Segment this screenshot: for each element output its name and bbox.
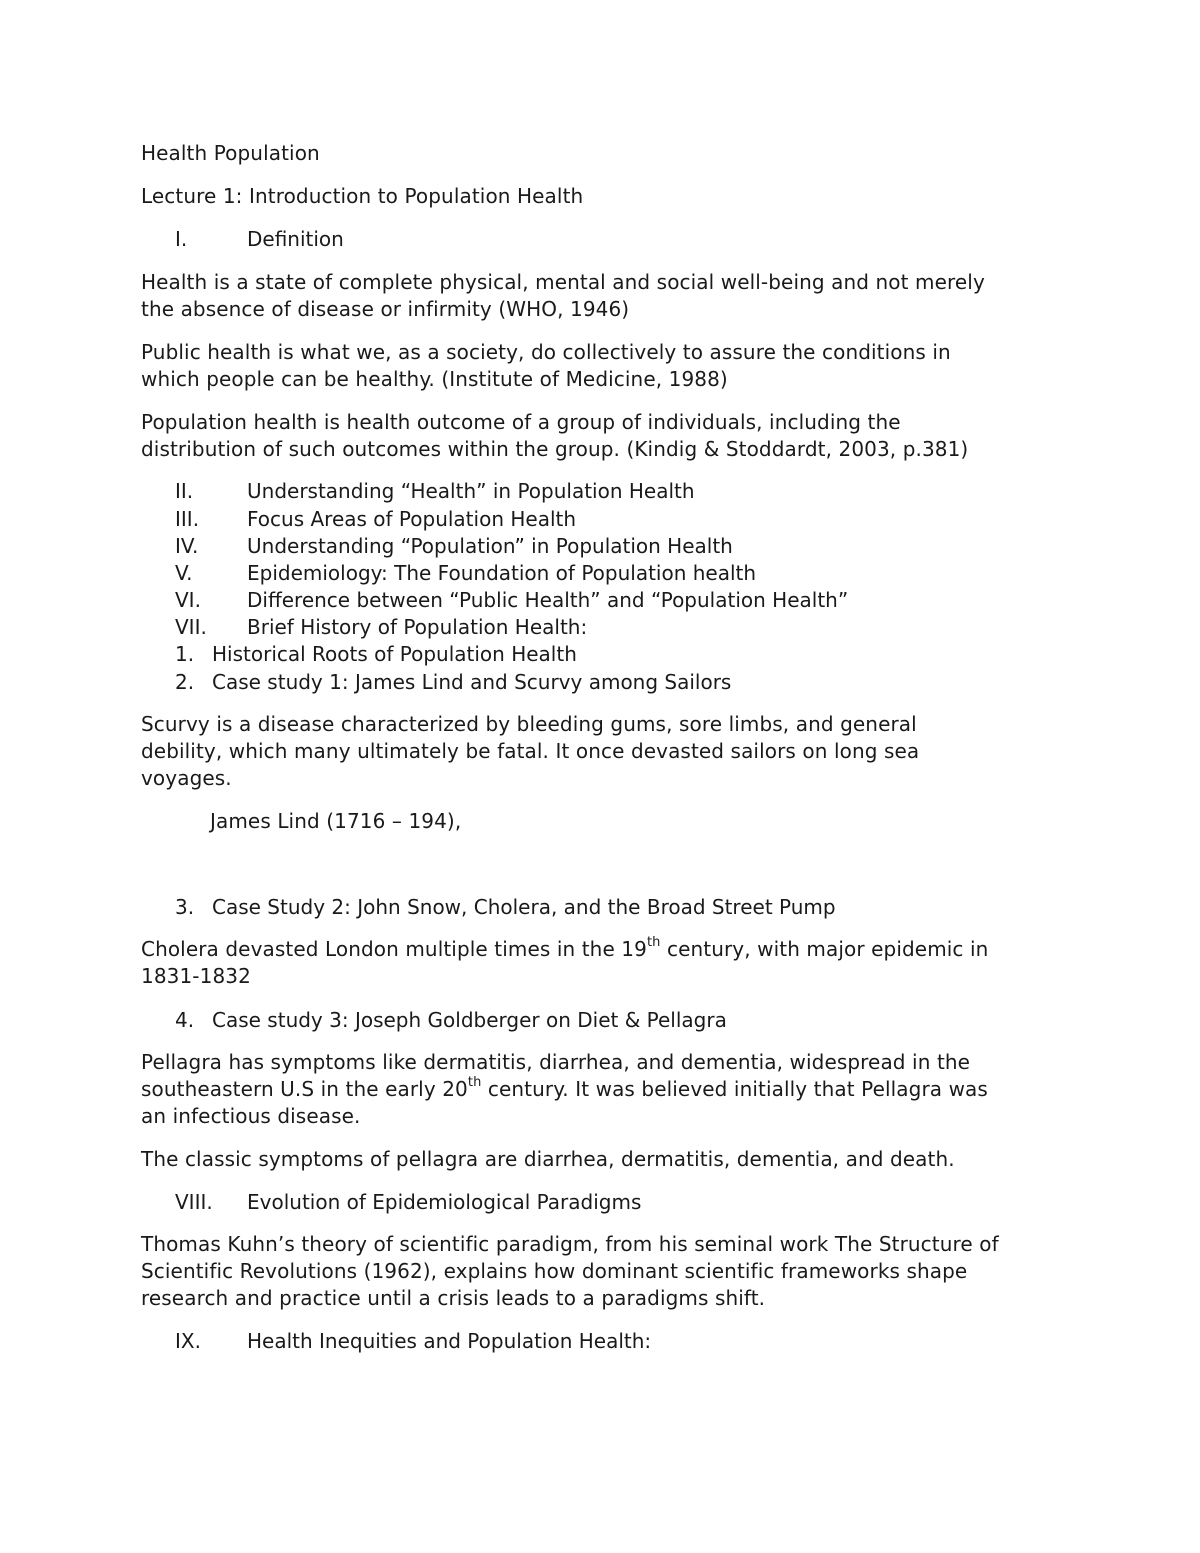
superscript: th: [646, 935, 661, 951]
text-fragment: century, with major epidemic in: [660, 937, 989, 961]
text-line: Scientific Revolutions (1962), explains how dominant scientific frameworks shape: [141, 1259, 968, 1283]
item-label: Case study 1: James Lind and Scurvy among Sailors: [212, 670, 732, 694]
section-label: Understanding “Health” in Population Health: [247, 479, 695, 503]
text-fragment: southeastern U.S in the early 20: [141, 1077, 468, 1101]
text-line: Public health is what we, as a society, do collectively to assure the conditions in: [141, 340, 951, 364]
section-label: Focus Areas of Population Health: [247, 507, 577, 531]
scurvy-paragraph: [141, 711, 1071, 792]
item-number: 1.: [175, 642, 195, 666]
section-number: III.: [175, 507, 200, 531]
james-lind-note: James Lind (1716 – 194),: [210, 809, 462, 833]
section-number: VIII.: [175, 1190, 213, 1214]
section-number: V.: [175, 561, 193, 585]
text-line: research and practice until a crisis leads to a paradigms shift.: [141, 1286, 766, 1310]
item-label: Case study 3: Joseph Goldberger on Diet & Pellagra: [212, 1008, 727, 1032]
item-label: Case Study 2: John Snow, Cholera, and the Broad Street Pump: [212, 895, 836, 919]
section-number: IX.: [175, 1329, 201, 1353]
text-line: Scurvy is a disease characterized by bleeding gums, sore limbs, and general: [141, 712, 917, 736]
text-line: voyages.: [141, 766, 232, 790]
section-label: Definition: [247, 227, 344, 251]
definition-public-health: [141, 339, 1071, 393]
definition-health: [141, 269, 1071, 323]
item-label: Historical Roots of Population Health: [212, 642, 577, 666]
text-line: debility, which many ultimately be fatal. It once devasted sailors on long sea: [141, 739, 920, 763]
text-fragment: century. It was believed initially that Pellagra was: [481, 1077, 988, 1101]
section-label: Health Inequities and Population Health:: [247, 1329, 652, 1353]
section-label: Epidemiology: The Foundation of Population health: [247, 561, 757, 585]
text-line: Pellagra has symptoms like dermatitis, diarrhea, and dementia, widespread in the: [141, 1050, 971, 1074]
section-label: Evolution of Epidemiological Paradigms: [247, 1190, 642, 1214]
cholera-paragraph: [141, 936, 1071, 990]
section-number: VI.: [175, 588, 201, 612]
section-label: Understanding “Population” in Population Health: [247, 534, 733, 558]
item-number: 4.: [175, 1008, 195, 1032]
text-line: the absence of disease or infirmity (WHO, 1946): [141, 297, 630, 321]
kuhn-paragraph: [141, 1231, 1071, 1312]
document-title: Health Population: [141, 141, 320, 165]
text-line: which people can be healthy. (Institute of Medicine, 1988): [141, 367, 728, 391]
text-line: 1831-1832: [141, 964, 251, 988]
superscript: th: [467, 1075, 482, 1091]
text-line: [141, 936, 1071, 963]
item-number: 3.: [175, 895, 195, 919]
section-number: IV.: [175, 534, 199, 558]
text-fragment: Cholera devasted London multiple times in the 19: [141, 937, 647, 961]
section-number: I.: [175, 227, 188, 251]
lecture-heading: Lecture 1: Introduction to Population Health: [141, 184, 584, 208]
section-number: II.: [175, 479, 194, 503]
text-line: Thomas Kuhn’s theory of scientific paradigm, from his seminal work The Structure of: [141, 1232, 999, 1256]
text-line: Population health is health outcome of a group of individuals, including the: [141, 410, 901, 434]
item-number: 2.: [175, 670, 195, 694]
classic-symptoms: The classic symptoms of pellagra are diarrhea, dermatitis, dementia, and death.: [141, 1147, 955, 1171]
text-line: an infectious disease.: [141, 1104, 361, 1128]
section-number: VII.: [175, 615, 207, 639]
text-line: [141, 1076, 1071, 1103]
pellagra-paragraph: [141, 1049, 1071, 1130]
text-line: distribution of such outcomes within the group. (Kindig & Stoddardt, 2003, p.381): [141, 437, 969, 461]
text-line: Health is a state of complete physical, mental and social well-being and not merely: [141, 270, 985, 294]
definition-population-health: [141, 409, 1071, 463]
section-label: Difference between “Public Health” and “Population Health”: [247, 588, 849, 612]
section-label: Brief History of Population Health:: [247, 615, 588, 639]
